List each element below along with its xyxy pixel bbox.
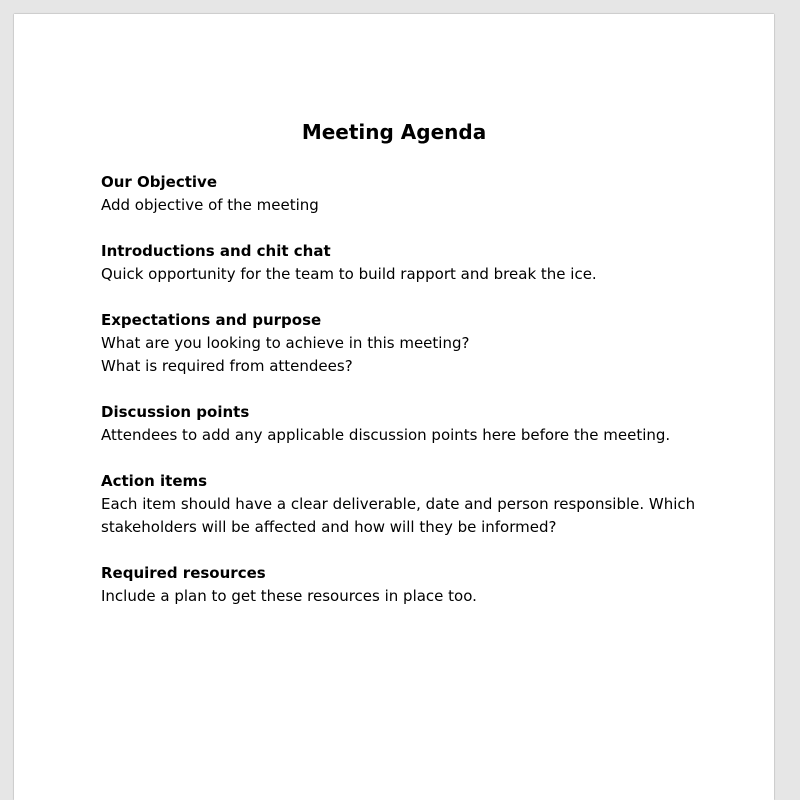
section-heading[interactable]: Expectations and purpose: [101, 311, 322, 329]
section-required-resources: [101, 562, 721, 608]
section-text[interactable]: Attendees to add any applicable discussion points here before the meeting.: [101, 426, 671, 444]
section-expectations: [101, 309, 721, 378]
section-text[interactable]: Each item should have a clear deliverable, date and person responsible. Which: [101, 495, 696, 513]
section-text[interactable]: Include a plan to get these resources in place too.: [101, 587, 477, 605]
section-heading[interactable]: Our Objective: [101, 173, 218, 191]
section-heading[interactable]: Discussion points: [101, 403, 250, 421]
document-page[interactable]: [14, 14, 774, 800]
section-heading[interactable]: Required resources: [101, 564, 266, 582]
document-title[interactable]: Meeting Agenda: [301, 120, 487, 144]
section-discussion-points: [101, 401, 721, 447]
section-heading[interactable]: Introductions and chit chat: [101, 242, 331, 260]
document-body[interactable]: [101, 171, 721, 631]
section-action-items: [101, 470, 721, 539]
section-introductions: [101, 240, 721, 286]
section-heading[interactable]: Action items: [101, 472, 208, 490]
section-our-objective: [101, 171, 721, 217]
section-text[interactable]: Quick opportunity for the team to build rapport and break the ice.: [101, 265, 597, 283]
section-text[interactable]: What is required from attendees?: [101, 357, 353, 375]
section-text[interactable]: What are you looking to achieve in this meeting?: [101, 334, 470, 352]
section-text[interactable]: stakeholders will be affected and how will they be informed?: [101, 518, 557, 536]
section-text[interactable]: Add objective of the meeting: [101, 196, 319, 214]
